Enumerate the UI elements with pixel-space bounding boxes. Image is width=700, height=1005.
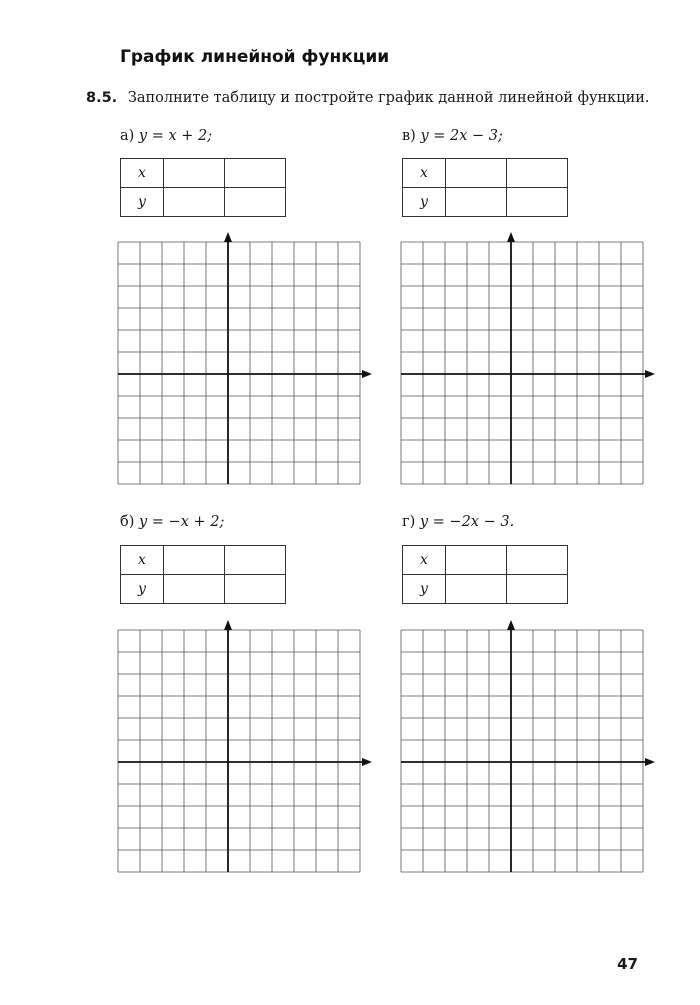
table-row (121, 575, 286, 604)
x-axis-arrow-icon (362, 370, 372, 378)
y-axis-arrow-icon (507, 620, 515, 630)
y-axis-arrow-icon (224, 620, 232, 630)
problem-letter: а) (120, 128, 135, 144)
problem-v-label (402, 128, 503, 144)
problem-equation: y = −x + 2; (139, 514, 225, 530)
problem-letter: г) (402, 514, 416, 530)
y-value-cell[interactable] (446, 575, 507, 604)
x-value-cell[interactable] (225, 159, 286, 188)
problem-letter: б) (120, 514, 135, 530)
coordinate-grid-g[interactable] (401, 630, 651, 872)
coordinate-grid-b[interactable] (118, 630, 368, 872)
problem-equation: y = 2x − 3; (420, 128, 503, 144)
y-value-cell[interactable] (164, 575, 225, 604)
y-header: y (403, 575, 446, 604)
coordinate-grid-v[interactable] (401, 242, 651, 484)
value-table-g (402, 545, 568, 604)
table-row (403, 188, 568, 217)
page-number: 47 (617, 955, 638, 973)
y-axis-arrow-icon (224, 232, 232, 242)
task-statement (86, 90, 650, 106)
x-header: x (403, 546, 446, 575)
x-header: x (121, 159, 164, 188)
x-value-cell[interactable] (164, 546, 225, 575)
problem-g-label (402, 514, 514, 530)
value-table-b (120, 545, 286, 604)
table-row (403, 575, 568, 604)
x-header: x (121, 546, 164, 575)
page-title: График линейной функции (120, 47, 390, 67)
problem-equation: y = −2x − 3. (419, 514, 515, 530)
problem-b-label (120, 514, 224, 530)
value-table-v (402, 158, 568, 217)
y-value-cell[interactable] (225, 575, 286, 604)
x-value-cell[interactable] (507, 546, 568, 575)
y-value-cell[interactable] (507, 188, 568, 217)
value-table-a (120, 158, 286, 217)
y-header: y (121, 188, 164, 217)
x-value-cell[interactable] (164, 159, 225, 188)
problem-equation: y = x + 2; (138, 128, 213, 144)
x-value-cell[interactable] (225, 546, 286, 575)
coordinate-grid-a[interactable] (118, 242, 368, 484)
task-text: Заполните таблицу и постройте график данной линейной функции. (127, 90, 650, 106)
y-value-cell[interactable] (164, 188, 225, 217)
x-value-cell[interactable] (446, 159, 507, 188)
x-value-cell[interactable] (446, 546, 507, 575)
y-axis-arrow-icon (507, 232, 515, 242)
x-axis-arrow-icon (362, 758, 372, 766)
table-row (121, 546, 286, 575)
table-row (121, 188, 286, 217)
y-value-cell[interactable] (446, 188, 507, 217)
x-header: x (403, 159, 446, 188)
y-value-cell[interactable] (225, 188, 286, 217)
y-value-cell[interactable] (507, 575, 568, 604)
table-row (403, 159, 568, 188)
problem-letter: в) (402, 128, 416, 144)
task-number: 8.5. (86, 90, 118, 106)
y-header: y (403, 188, 446, 217)
x-axis-arrow-icon (645, 370, 655, 378)
x-axis-arrow-icon (645, 758, 655, 766)
x-value-cell[interactable] (507, 159, 568, 188)
table-row (403, 546, 568, 575)
problem-a-label (120, 128, 212, 144)
y-header: y (121, 575, 164, 604)
table-row (121, 159, 286, 188)
